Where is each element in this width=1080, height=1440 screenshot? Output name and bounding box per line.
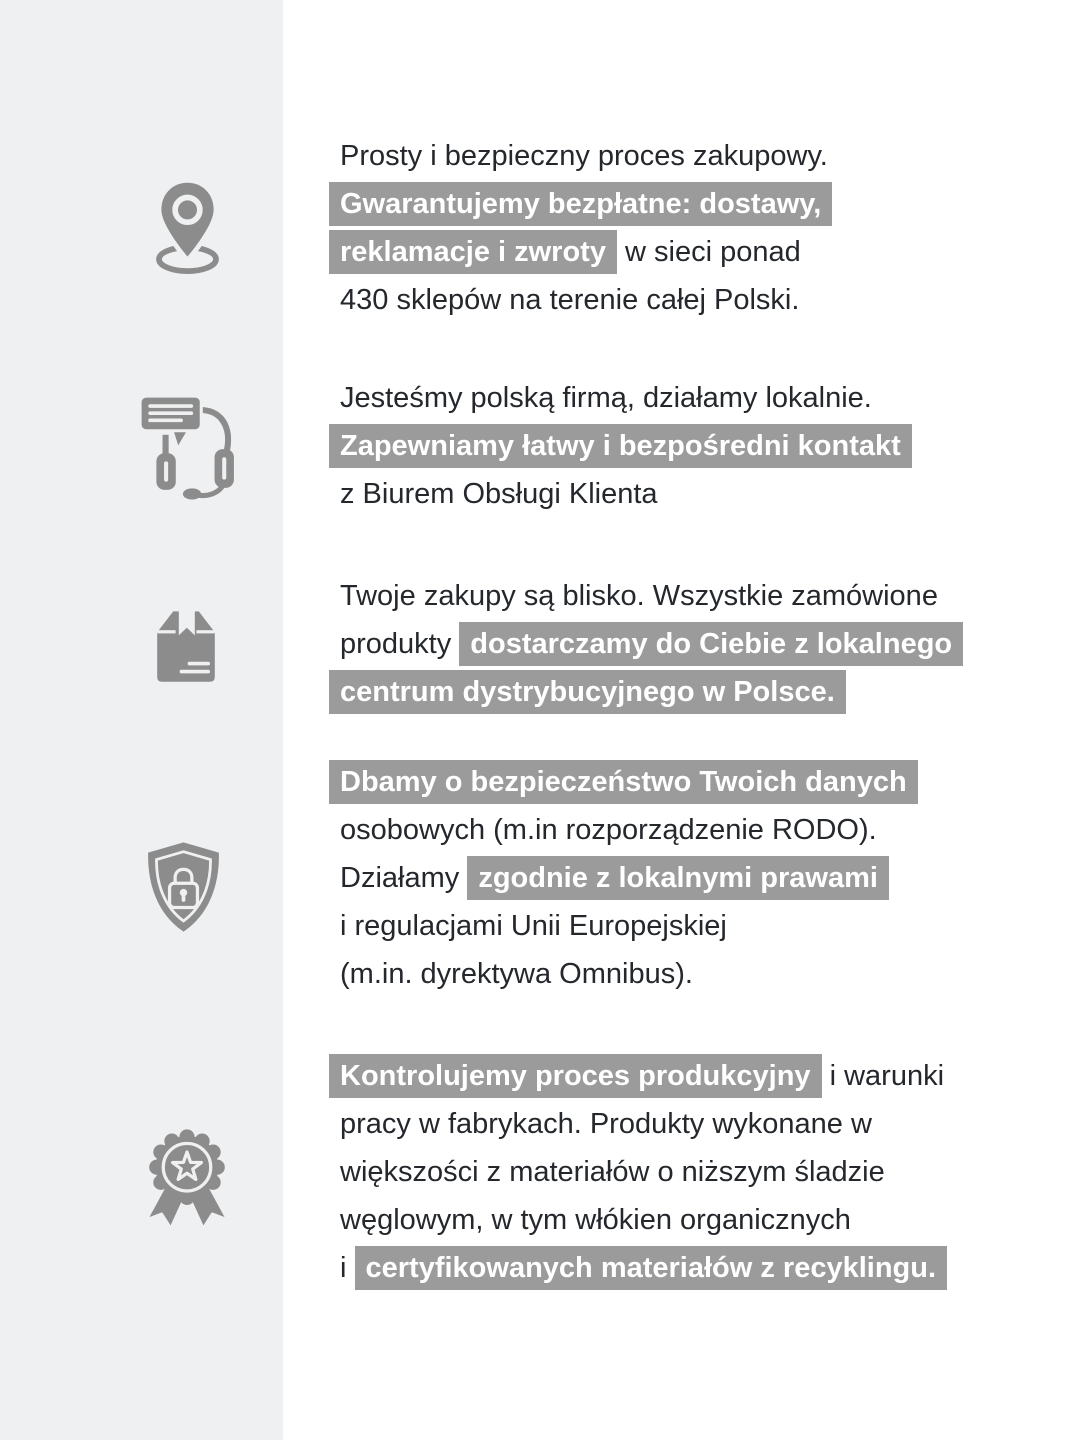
plain-text: z Biurem Obsługi Klienta bbox=[340, 478, 658, 510]
text-line bbox=[340, 132, 832, 180]
text-line bbox=[340, 620, 963, 668]
text-line bbox=[340, 228, 832, 276]
text-line bbox=[340, 668, 963, 716]
highlighted-text: certyfikowanych materiałów z recyklingu. bbox=[355, 1246, 948, 1290]
plain-text: i warunki bbox=[821, 1060, 945, 1092]
text-line bbox=[340, 1148, 947, 1196]
text-line bbox=[340, 422, 912, 470]
plain-text: Prosty i bezpieczny proces zakupowy. bbox=[340, 140, 828, 172]
highlighted-text: zgodnie z lokalnymi prawami bbox=[467, 856, 889, 900]
plain-text: (m.in. dyrektywa Omnibus). bbox=[340, 958, 693, 990]
plain-text: Działamy bbox=[340, 862, 468, 894]
highlighted-text: Gwarantujemy bezpłatne: dostawy, bbox=[329, 182, 832, 226]
highlighted-text: centrum dystrybucyjnego w Polsce. bbox=[329, 670, 846, 714]
shield-lock-icon bbox=[137, 833, 230, 941]
benefit-text bbox=[340, 374, 912, 518]
highlighted-text: Kontrolujemy proces produkcyjny bbox=[329, 1054, 822, 1098]
text-line bbox=[340, 1196, 947, 1244]
plain-text: węglowym, w tym włókien organicznych bbox=[340, 1204, 851, 1236]
benefit-text bbox=[340, 1052, 947, 1292]
benefit-text bbox=[340, 572, 963, 716]
highlighted-text: dostarczamy do Ciebie z lokalnego bbox=[459, 622, 963, 666]
highlighted-text: Dbamy o bezpieczeństwo Twoich danych bbox=[329, 760, 918, 804]
plain-text: produkty bbox=[340, 628, 460, 660]
benefit-text bbox=[340, 132, 832, 324]
benefit-text bbox=[340, 758, 918, 998]
plain-text: w sieci ponad bbox=[616, 236, 801, 268]
text-line bbox=[340, 1052, 947, 1100]
plain-text: 430 sklepów na terenie całej Polski. bbox=[340, 284, 800, 316]
headset-chat-icon bbox=[136, 388, 238, 502]
plain-text: większości z materiałów o niższym śladzie bbox=[340, 1156, 885, 1188]
text-line bbox=[340, 950, 918, 998]
text-line bbox=[340, 1244, 947, 1292]
text-line bbox=[340, 902, 918, 950]
plain-text: Twoje zakupy są blisko. Wszystkie zamówione bbox=[340, 580, 938, 612]
plain-text: Jesteśmy polską firmą, działamy lokalnie. bbox=[340, 382, 872, 414]
package-box-icon bbox=[146, 596, 226, 694]
plain-text: i bbox=[340, 1252, 355, 1284]
text-line bbox=[340, 1100, 947, 1148]
award-badge-icon bbox=[133, 1118, 241, 1238]
plain-text: osobowych (m.in rozporządzenie RODO). bbox=[340, 814, 877, 846]
plain-text: pracy w fabrykach. Produkty wykonane w bbox=[340, 1108, 872, 1140]
text-line bbox=[340, 572, 963, 620]
text-line bbox=[340, 374, 912, 422]
highlighted-text: reklamacje i zwroty bbox=[329, 230, 617, 274]
text-line bbox=[340, 180, 832, 228]
text-line bbox=[340, 806, 918, 854]
location-pin-icon bbox=[140, 170, 235, 282]
text-line bbox=[340, 276, 832, 324]
text-line bbox=[340, 854, 918, 902]
highlighted-text: Zapewniamy łatwy i bezpośredni kontakt bbox=[329, 424, 912, 468]
text-line bbox=[340, 758, 918, 806]
plain-text: i regulacjami Unii Europejskiej bbox=[340, 910, 727, 942]
text-line bbox=[340, 470, 912, 518]
